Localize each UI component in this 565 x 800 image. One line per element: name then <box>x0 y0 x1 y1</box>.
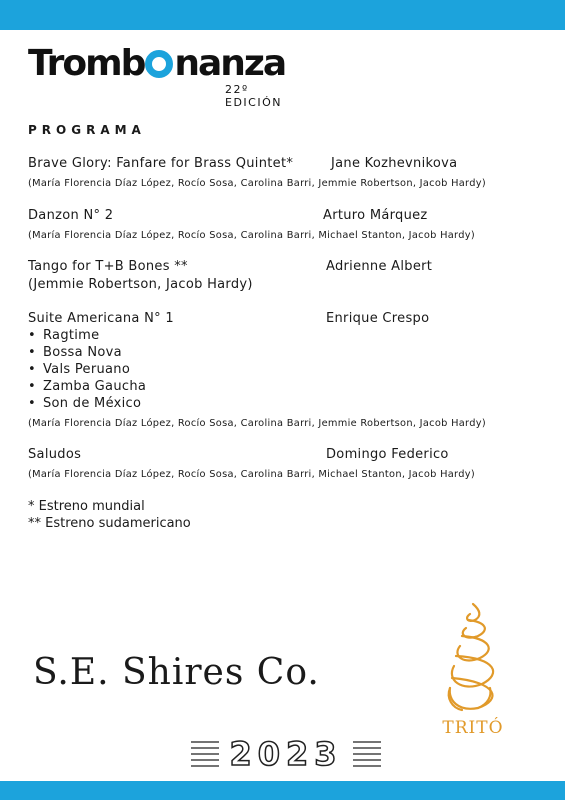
piece-title: Suite Americana N° 1 <box>28 311 174 326</box>
logo-text-end: nanza <box>174 43 286 84</box>
movement-item: • Son de México <box>28 395 146 412</box>
piece-title: Danzon N° 2 <box>28 208 114 223</box>
piece-title: Brave Glory: Fanfare for Brass Quintet* <box>28 156 294 171</box>
performers: (María Florencia Díaz López, Rocío Sosa, Carolina Barri, Michael Stanton, Jacob Hardy) <box>28 230 475 241</box>
performers: (María Florencia Díaz López, Rocío Sosa, Carolina Barri, Jemmie Robertson, Jacob Hardy) <box>28 418 486 429</box>
top-accent-bar <box>0 0 565 30</box>
edition-label: 22º EDICIÓN <box>225 83 282 109</box>
composer-name: Arturo Márquez <box>323 208 428 223</box>
movement-item: • Zamba Gaucha <box>28 378 146 395</box>
trito-wordmark: TRITÓ <box>442 718 504 738</box>
program-heading: PROGRAMA <box>28 123 146 137</box>
logo-wordmark <box>28 42 285 86</box>
performers: (María Florencia Díaz López, Rocío Sosa, Carolina Barri, Michael Stanton, Jacob Hardy) <box>28 469 475 480</box>
performers: (María Florencia Díaz López, Rocío Sosa, Carolina Barri, Jemmie Robertson, Jacob Hardy) <box>28 178 486 189</box>
trito-logo <box>428 600 518 750</box>
note-world-premiere: * Estreno mundial <box>28 499 145 514</box>
composer-name: Adrienne Albert <box>326 259 433 274</box>
composer-name: Jane Kozhevnikova <box>331 156 458 171</box>
trombonanza-logo <box>28 42 308 109</box>
movement-item: • Bossa Nova <box>28 344 146 361</box>
seashell-icon <box>428 600 518 715</box>
trombone-bell-icon <box>145 50 173 78</box>
composer-name: Enrique Crespo <box>326 311 430 326</box>
premiere-notes <box>28 498 191 532</box>
bottom-accent-bar <box>0 781 565 800</box>
year-text: 2023 <box>229 735 343 773</box>
movement-item: • Ragtime <box>28 327 146 344</box>
piece-title: Saludos <box>28 447 82 462</box>
note-south-american-premiere: ** Estreno sudamericano <box>28 516 191 531</box>
year-logo <box>191 735 381 773</box>
shires-wordmark: S.E. Shires Co. <box>33 652 320 693</box>
movement-item: • Vals Peruano <box>28 361 146 378</box>
performers: (Jemmie Robertson, Jacob Hardy) <box>28 277 253 292</box>
shires-logo <box>33 652 323 698</box>
logo-text-start: Tromb <box>28 43 145 84</box>
composer-name: Domingo Federico <box>326 447 449 462</box>
piece-title: Tango for T+B Bones ** <box>28 259 188 274</box>
movement-list <box>28 327 146 412</box>
